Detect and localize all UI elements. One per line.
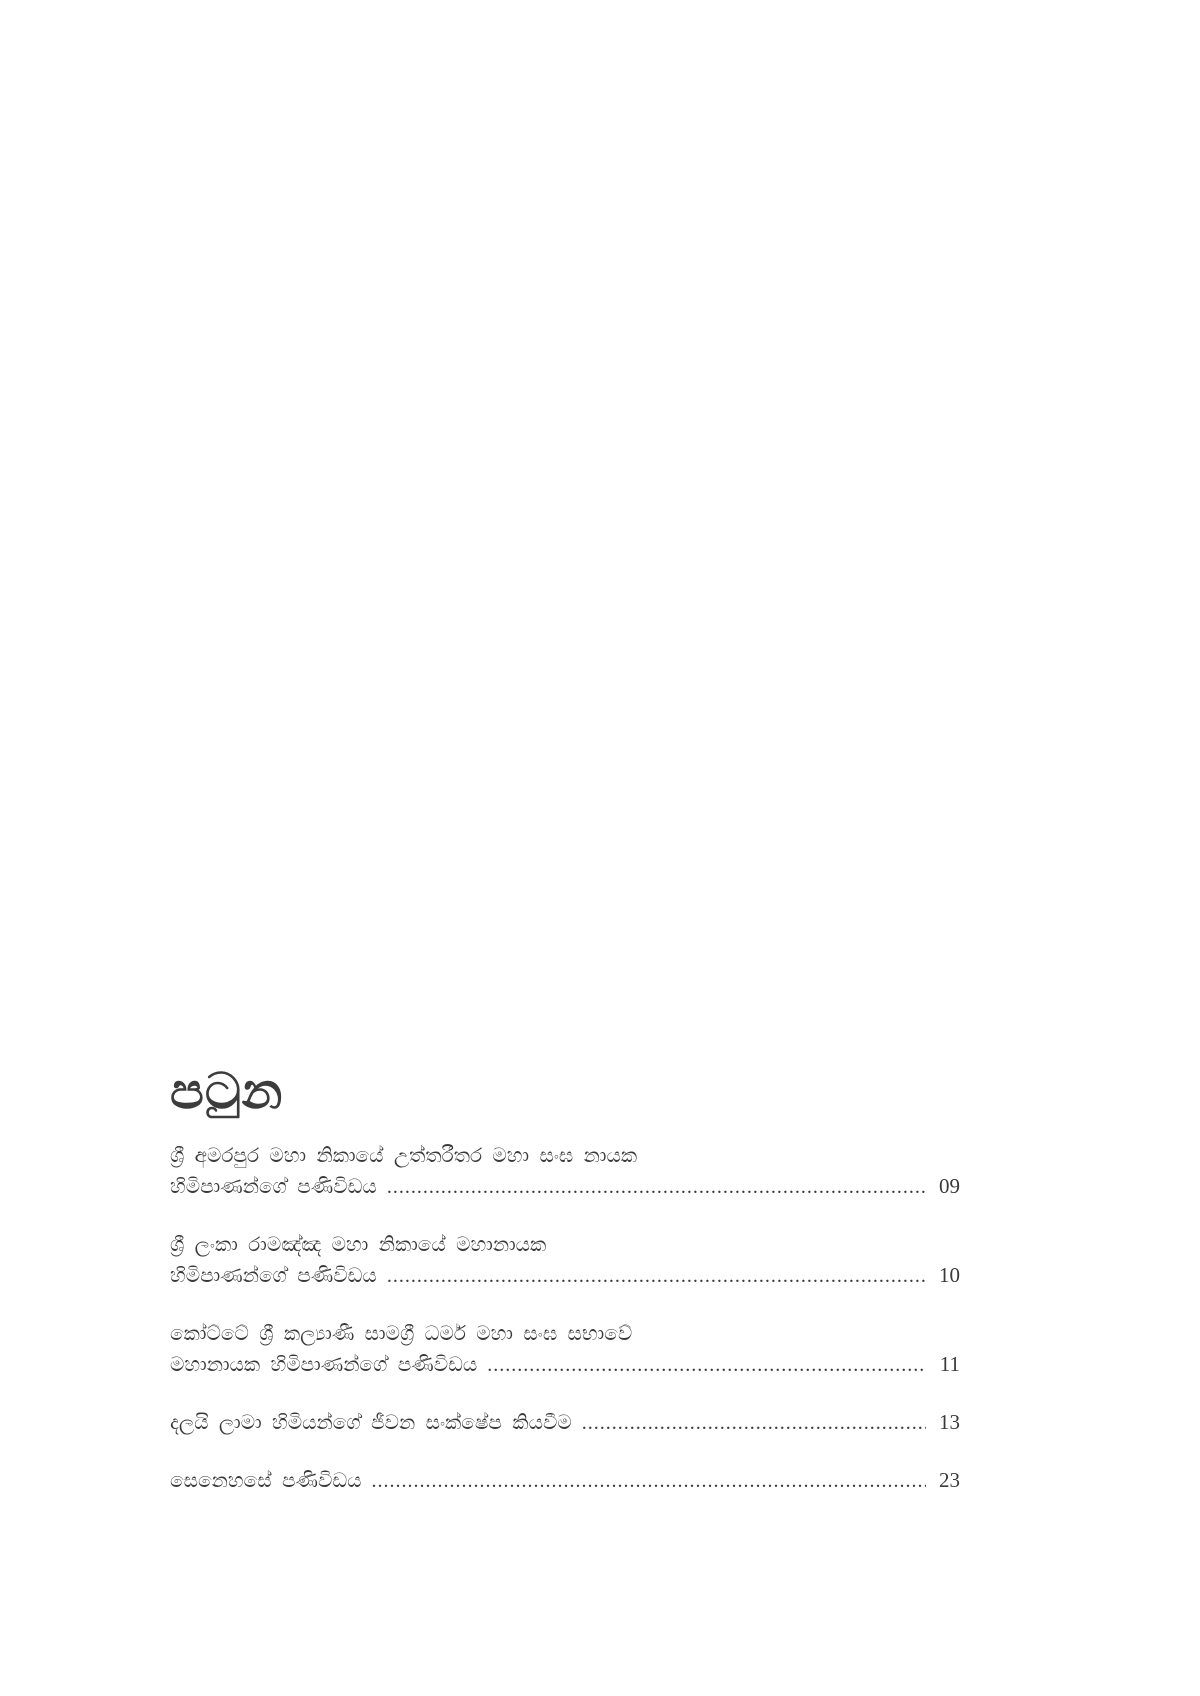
toc-entry-text: ශ්‍රී අමරපුර මහා නිකායේ උත්තරීතර මහා සංඝ නායක: [170, 1143, 638, 1167]
page-number: 23: [939, 1468, 960, 1492]
dot-leader: [582, 1408, 926, 1439]
dot-leader: [387, 1172, 926, 1203]
toc-entry: [170, 1318, 960, 1381]
toc-entry-text: හිමිපාණන්ගේ පණිවිඩය: [170, 1174, 377, 1198]
dot-leader: [372, 1466, 926, 1497]
toc-heading: පටුන: [170, 1062, 284, 1120]
toc-entry-text: සෙනෙහසේ පණිවිඩය: [170, 1468, 362, 1492]
toc-entry-text: මහානායක හිමිපාණන්ගේ පණිවිඩය: [170, 1352, 478, 1376]
dot-leader: [487, 1350, 926, 1381]
toc-entry-line: [170, 1349, 960, 1381]
toc-entry-line: [170, 1407, 960, 1439]
toc-entry-line: [170, 1171, 960, 1203]
table-of-contents: [170, 1062, 960, 1523]
page-number: 11: [939, 1352, 960, 1376]
toc-entry: [170, 1140, 960, 1203]
page-number: 13: [939, 1410, 960, 1434]
toc-entry-line: [170, 1465, 960, 1497]
toc-entry-text: හිමිපාණන්ගේ පණිවිඩය: [170, 1263, 377, 1287]
page-number: 10: [939, 1263, 960, 1287]
toc-entry: [170, 1407, 960, 1439]
toc-entry-line: [170, 1260, 960, 1292]
toc-entry-text: ශ්‍රී ලංකා රාමඤ්ඤ මහා නිකායේ මහානායක: [170, 1232, 547, 1256]
toc-entry: [170, 1229, 960, 1292]
dot-leader: [387, 1261, 926, 1292]
page-number: 09: [939, 1174, 960, 1198]
toc-entry: [170, 1465, 960, 1497]
toc-entry-text: දලයි ලාමා හිමියන්ගේ ජීවන සංක්ෂේප කියවීම: [170, 1410, 572, 1434]
toc-entry-text: කෝට්ටේ ශ්‍රී කල්‍යාණී සාමග්‍රී ධර්ම මහා සංඝ සභාවේ: [170, 1321, 633, 1345]
